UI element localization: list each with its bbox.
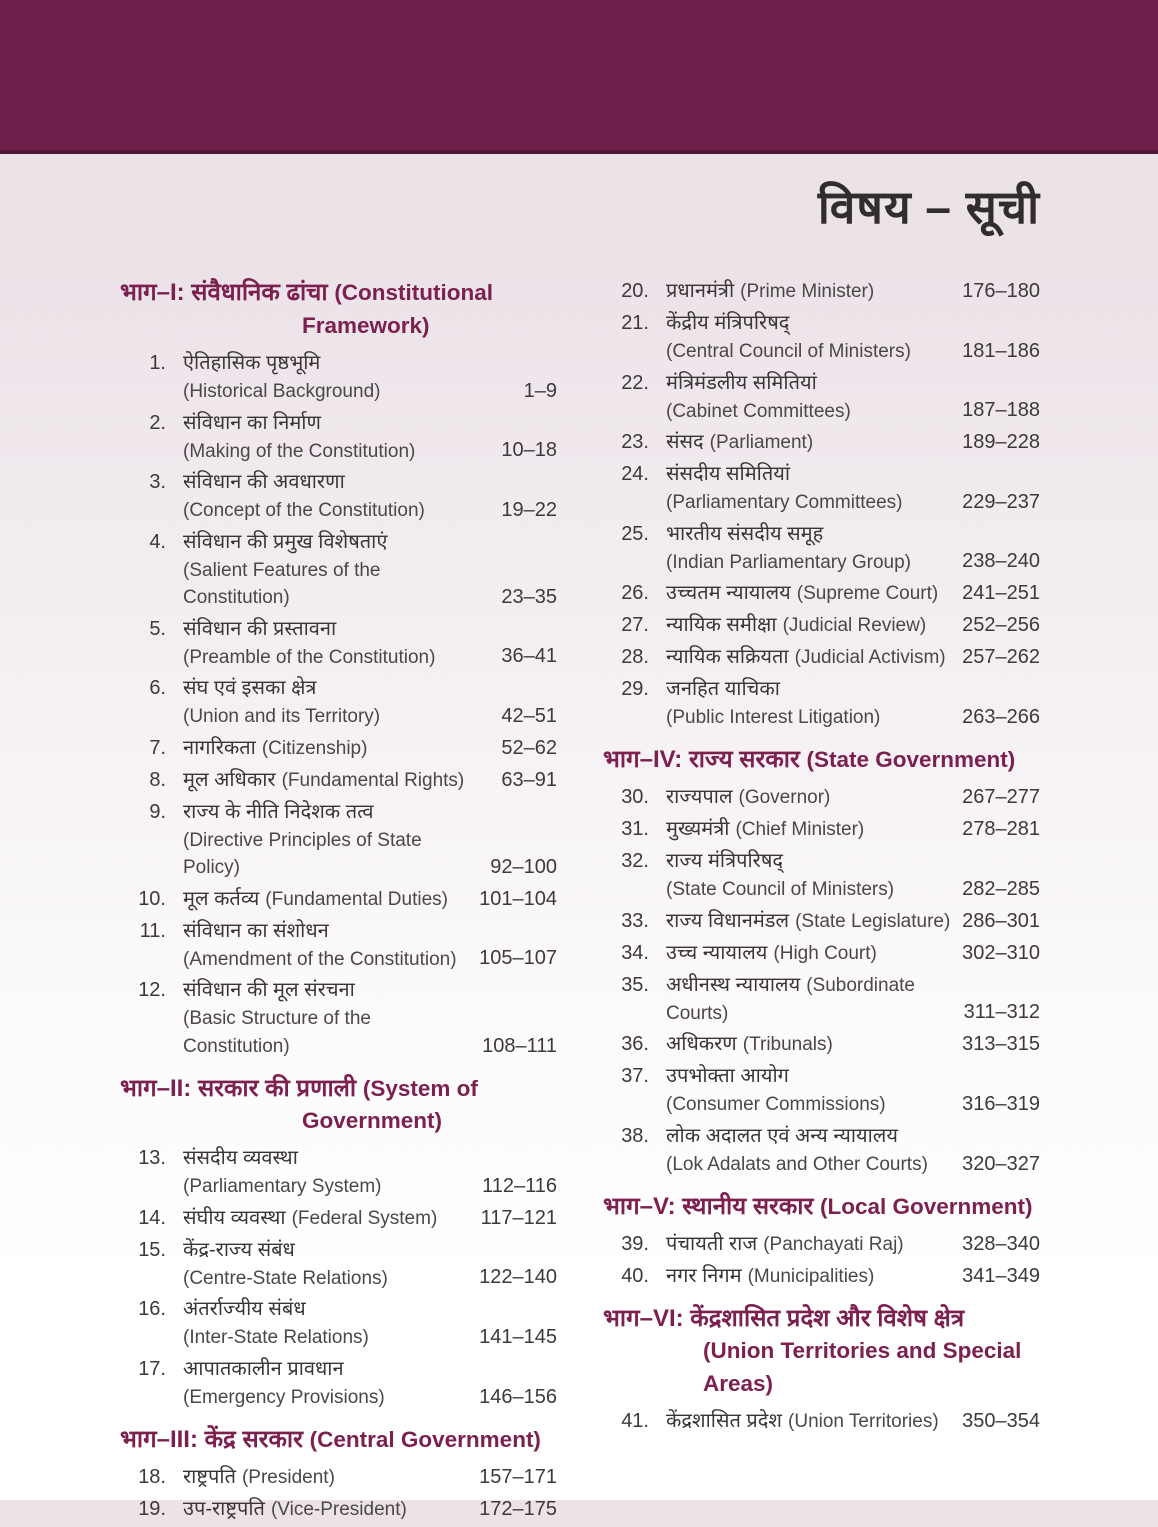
item-title-hindi: संघ एवं इसका क्षेत्र	[183, 677, 317, 700]
item-number: 22.	[621, 371, 649, 394]
item-title-hindi: राज्य मंत्रिपरिषद्	[666, 850, 784, 873]
item-text	[183, 468, 485, 525]
toc-item	[120, 468, 557, 525]
toc-item	[120, 976, 557, 1060]
item-title-hindi: न्यायिक सक्रियता	[666, 646, 789, 669]
item-number: 30.	[621, 786, 649, 809]
item-title-hindi: प्रधानमंत्री	[666, 280, 735, 303]
toc-item	[603, 277, 1040, 306]
item-page-range: 316–319	[962, 1092, 1040, 1115]
item-title-english: (Supreme Court)	[796, 583, 939, 605]
toc-item	[603, 847, 1040, 904]
item-page-range: 112–116	[482, 1174, 557, 1197]
item-title-english: (Governor)	[738, 787, 831, 809]
item-number: 16.	[138, 1298, 166, 1321]
top-band	[0, 0, 1158, 154]
item-text	[666, 939, 954, 968]
section-heading	[603, 1303, 1040, 1400]
item-page-range: 108–111	[482, 1034, 557, 1057]
item-number: 27.	[621, 614, 649, 637]
item-text	[666, 1122, 954, 1179]
item-number: 33.	[621, 909, 649, 932]
item-text	[666, 847, 954, 904]
item-number: 3.	[149, 471, 166, 494]
item-title-english: (Federal System)	[291, 1207, 438, 1229]
item-text	[183, 1463, 471, 1492]
item-title-hindi: संविधान की प्रस्तावना	[183, 617, 337, 640]
item-text	[666, 907, 954, 936]
toc-item	[120, 798, 557, 882]
item-number: 8.	[149, 768, 166, 791]
section-heading-english: (Constitutional Framework)	[302, 280, 494, 338]
item-page-range: 241–251	[962, 582, 1040, 605]
item-page-range: 187–188	[962, 399, 1040, 422]
item-page-range: 328–340	[962, 1232, 1040, 1255]
item-page-range: 181–186	[962, 339, 1040, 362]
item-title-hindi: आपातकालीन प्रावधान	[183, 1357, 344, 1380]
item-title-hindi: उच्च न्यायालय	[666, 941, 768, 964]
toc-item	[603, 675, 1040, 732]
item-title-english: (State Legislature)	[795, 910, 951, 932]
item-title-english: (Municipalities)	[747, 1265, 875, 1287]
section-heading-hindi: भाग–III: केंद्र सरकार	[120, 1425, 303, 1453]
item-page-range: 63–91	[501, 768, 557, 791]
item-page-range: 252–256	[962, 614, 1040, 637]
toc-item	[120, 528, 557, 612]
item-title-english: (Parliament)	[709, 432, 814, 454]
item-page-range: 257–262	[962, 646, 1040, 669]
section-heading-hindi: भाग–I: संवैधानिक ढांचा	[120, 279, 328, 307]
item-number: 25.	[621, 522, 649, 545]
toc-item	[603, 460, 1040, 517]
item-number: 38.	[621, 1124, 649, 1147]
item-number: 9.	[149, 800, 166, 823]
item-number: 18.	[138, 1465, 166, 1488]
toc-item	[603, 643, 1040, 672]
item-page-range: 350–354	[962, 1410, 1040, 1433]
item-page-range: 313–315	[962, 1033, 1040, 1056]
item-title-english: (Making of the Constitution)	[183, 440, 416, 462]
item-number: 10.	[138, 887, 166, 910]
page-title: विषय – सूची	[817, 181, 1040, 233]
item-text	[666, 675, 954, 732]
item-text	[666, 309, 954, 366]
item-number: 12.	[138, 979, 166, 1002]
item-page-range: 117–121	[480, 1206, 557, 1229]
item-text	[183, 1236, 471, 1293]
item-title-hindi: केंद्र-राज्य संबंध	[183, 1238, 295, 1261]
item-page-range: 101–104	[479, 887, 557, 910]
item-text	[183, 409, 485, 466]
item-title-english: (Subordinate Courts)	[666, 974, 915, 1024]
item-page-range: 1–9	[523, 379, 557, 402]
toc-column-left	[120, 277, 557, 1527]
toc-item	[120, 1144, 557, 1201]
item-number: 6.	[149, 677, 166, 700]
item-number: 7.	[149, 736, 166, 759]
item-title-hindi: भारतीय संसदीय समूह	[666, 522, 824, 545]
toc-item	[603, 428, 1040, 457]
item-title-english: (Union and its Territory)	[183, 706, 381, 728]
item-title-hindi: नगर निगम	[666, 1264, 742, 1287]
item-page-range: 282–285	[962, 877, 1040, 900]
item-page-range: 52–62	[501, 736, 557, 759]
item-text	[183, 528, 485, 612]
section-heading-english: (System of Government)	[302, 1075, 478, 1133]
item-text	[183, 1295, 471, 1352]
item-title-english: (Fundamental Duties)	[265, 888, 448, 910]
item-number: 15.	[138, 1238, 166, 1261]
item-title-english: (Judicial Activism)	[794, 647, 946, 669]
item-title-hindi: राज्यपाल	[666, 786, 733, 809]
section-heading-english: (State Government)	[806, 746, 1016, 772]
item-number: 41.	[621, 1410, 649, 1433]
section-heading	[603, 744, 1040, 776]
item-text	[183, 917, 471, 974]
item-number: 29.	[621, 678, 649, 701]
toc-item	[603, 783, 1040, 812]
item-title-english: (Amendment of the Constitution)	[183, 948, 457, 970]
item-page-range: 176–180	[962, 280, 1040, 303]
item-page-range: 36–41	[501, 645, 557, 668]
toc-columns	[0, 235, 1158, 1527]
toc-item	[603, 369, 1040, 426]
item-title-hindi: संविधान की अवधारणा	[183, 471, 345, 494]
toc-item	[603, 815, 1040, 844]
item-text	[666, 971, 956, 1028]
section-heading-english: (Local Government)	[820, 1193, 1033, 1219]
item-title-english: (State Council of Ministers)	[666, 879, 895, 901]
item-title-english: (Citizenship)	[261, 737, 368, 759]
item-text	[183, 766, 485, 795]
item-number: 1.	[149, 351, 166, 374]
item-title-english: (Tribunals)	[742, 1034, 833, 1056]
item-number: 5.	[149, 617, 166, 640]
item-text	[183, 1495, 471, 1524]
toc-item	[603, 1122, 1040, 1179]
item-page-range: 141–145	[479, 1325, 557, 1348]
item-title-hindi: मूल अधिकार	[183, 768, 276, 791]
toc-item	[120, 349, 557, 406]
item-number: 17.	[138, 1357, 166, 1380]
item-number: 36.	[621, 1033, 649, 1056]
toc-item	[603, 1407, 1040, 1436]
item-text	[666, 277, 954, 306]
item-title-english: (Historical Background)	[183, 380, 381, 402]
item-title-english: (Salient Features of the Constitution)	[183, 559, 381, 609]
item-title-hindi: उपभोक्ता आयोग	[666, 1065, 789, 1088]
section-heading	[120, 1424, 557, 1456]
toc-item	[603, 520, 1040, 577]
item-title-hindi: राज्य विधानमंडल	[666, 909, 790, 932]
item-title-english: (Union Territories)	[788, 1411, 939, 1433]
item-title-english: (Preamble of the Constitution)	[183, 646, 436, 668]
item-text	[666, 1407, 954, 1436]
toc-item	[120, 1204, 557, 1233]
item-title-english: (Central Council of Ministers)	[666, 341, 911, 363]
item-page-range: 341–349	[962, 1264, 1040, 1287]
item-number: 32.	[621, 850, 649, 873]
toc-item	[120, 1495, 557, 1524]
section-heading	[120, 277, 557, 342]
toc-item	[120, 1236, 557, 1293]
item-text	[666, 428, 954, 457]
item-title-english: (Centre-State Relations)	[183, 1267, 388, 1289]
item-page-range: 238–240	[962, 550, 1040, 573]
item-title-hindi: लोक अदालत एवं अन्य न्यायालय	[666, 1124, 898, 1147]
item-number: 37.	[621, 1065, 649, 1088]
item-text	[183, 349, 485, 406]
toc-item	[120, 674, 557, 731]
toc-item	[603, 939, 1040, 968]
item-title-english: (Cabinet Committees)	[666, 400, 851, 422]
item-page-range: 286–301	[962, 909, 1040, 932]
item-title-hindi: न्यायिक समीक्षा	[666, 614, 777, 637]
toc-item	[603, 971, 1040, 1028]
item-title-english: (Inter-State Relations)	[183, 1327, 369, 1349]
item-text	[183, 734, 485, 763]
item-title-hindi: केंद्रीय मंत्रिपरिषद्	[666, 312, 790, 335]
toc-item	[120, 1463, 557, 1492]
section-heading	[603, 1191, 1040, 1223]
toc-item	[120, 615, 557, 672]
item-title-english: (Basic Structure of the Constitution)	[183, 1008, 371, 1057]
item-number: 40.	[621, 1264, 649, 1287]
item-text	[183, 1355, 471, 1412]
item-number: 19.	[138, 1497, 166, 1520]
item-title-english: (Vice-President)	[270, 1498, 407, 1520]
item-page-range: 92–100	[490, 855, 557, 878]
item-number: 34.	[621, 941, 649, 964]
item-title-hindi: संसदीय व्यवस्था	[183, 1147, 298, 1170]
item-text	[666, 783, 954, 812]
item-text	[666, 1262, 954, 1291]
item-title-hindi: मंत्रिमंडलीय समितियां	[666, 371, 817, 394]
item-title-hindi: अंतर्राज्यीय संबंध	[183, 1298, 306, 1321]
item-page-range: 263–266	[962, 705, 1040, 728]
item-text	[183, 798, 482, 882]
item-title-english: (Fundamental Rights)	[281, 769, 465, 791]
toc-item	[120, 734, 557, 763]
item-number: 4.	[149, 530, 166, 553]
item-title-hindi: अधीनस्थ न्यायालय	[666, 973, 801, 996]
toc-item	[120, 885, 557, 914]
item-title-hindi: संसदीय समितियां	[666, 463, 791, 486]
toc-item	[120, 409, 557, 466]
item-text	[183, 885, 471, 914]
item-text	[666, 611, 954, 640]
item-title-english: (High Court)	[773, 942, 877, 964]
section-heading	[120, 1073, 557, 1138]
item-text	[666, 1062, 954, 1119]
item-text	[666, 460, 954, 517]
item-title-english: (Chief Minister)	[735, 819, 865, 841]
item-text	[666, 369, 954, 426]
toc-item	[120, 766, 557, 795]
item-page-range: 122–140	[479, 1266, 557, 1289]
toc-column-right	[603, 277, 1040, 1439]
item-page-range: 146–156	[479, 1385, 557, 1408]
item-title-english: (Judicial Review)	[782, 615, 927, 637]
toc-item	[603, 309, 1040, 366]
section-heading-hindi: भाग–II: सरकार की प्रणाली	[120, 1074, 357, 1102]
item-page-range: 157–171	[479, 1465, 557, 1488]
item-number: 13.	[138, 1147, 166, 1170]
item-page-range: 172–175	[479, 1497, 557, 1520]
item-title-hindi: मूल कर्तव्य	[183, 887, 260, 910]
toc-item	[120, 1355, 557, 1412]
item-text	[666, 815, 954, 844]
item-title-english: (Public Interest Litigation)	[666, 707, 881, 729]
section-heading-english: (Central Government)	[309, 1426, 541, 1452]
item-text	[666, 643, 954, 672]
item-title-hindi: संसद	[666, 431, 704, 454]
item-title-hindi: राष्ट्रपति	[183, 1465, 236, 1488]
item-title-english: (Emergency Provisions)	[183, 1386, 385, 1408]
toc-item	[603, 907, 1040, 936]
section-heading-hindi: भाग–V: स्थानीय सरकार	[603, 1192, 814, 1220]
item-title-hindi: नागरिकता	[183, 736, 256, 759]
item-title-english: (Directive Principles of State Policy)	[183, 829, 422, 879]
item-number: 23.	[621, 431, 649, 454]
item-title-hindi: संविधान का निर्माण	[183, 411, 321, 434]
item-text	[183, 976, 474, 1060]
item-title-hindi: संविधान की मूल संरचना	[183, 979, 355, 1002]
item-text	[666, 520, 954, 577]
item-title-hindi: उच्चतम न्यायालय	[666, 582, 791, 605]
toc-item	[603, 611, 1040, 640]
item-page-range: 278–281	[962, 818, 1040, 841]
toc-item	[603, 579, 1040, 608]
toc-item	[120, 917, 557, 974]
item-page-range: 320–327	[962, 1152, 1040, 1175]
item-title-hindi: संघीय व्यवस्था	[183, 1206, 286, 1229]
item-page-range: 10–18	[501, 439, 557, 462]
item-title-hindi: मुख्यमंत्री	[666, 818, 730, 841]
item-page-range: 267–277	[962, 786, 1040, 809]
item-number: 24.	[621, 463, 649, 486]
item-page-range: 311–312	[963, 1001, 1040, 1024]
title-row	[0, 154, 1158, 235]
item-number: 39.	[621, 1232, 649, 1255]
item-text	[666, 579, 954, 608]
item-title-hindi: उप-राष्ट्रपति	[183, 1497, 265, 1520]
item-number: 20.	[621, 280, 649, 303]
item-text	[666, 1230, 954, 1259]
item-number: 35.	[621, 973, 649, 996]
item-title-english: (Parliamentary System)	[183, 1176, 382, 1198]
toc-item	[603, 1030, 1040, 1059]
item-title-english: (Prime Minister)	[740, 281, 875, 303]
item-title-hindi: पंचायती राज	[666, 1232, 758, 1255]
item-title-english: (Panchayati Raj)	[763, 1233, 904, 1255]
item-number: 14.	[138, 1206, 166, 1229]
section-heading-hindi: भाग–VI: केंद्रशासित प्रदेश और विशेष क्षेत्र	[603, 1304, 965, 1332]
item-page-range: 23–35	[501, 585, 557, 608]
item-number: 2.	[149, 411, 166, 434]
toc-item	[603, 1062, 1040, 1119]
item-number: 11.	[139, 919, 166, 942]
item-number: 28.	[621, 646, 649, 669]
item-text	[666, 1030, 954, 1059]
item-page-range: 42–51	[501, 704, 557, 727]
item-page-range: 189–228	[962, 431, 1040, 454]
toc-item	[120, 1295, 557, 1352]
section-heading-english: (Union Territories and Special Areas)	[703, 1338, 1022, 1396]
item-text	[183, 1204, 473, 1233]
item-text	[183, 615, 485, 672]
item-title-hindi: जनहित याचिका	[666, 678, 780, 701]
item-title-hindi: ऐतिहासिक पृष्ठभूमि	[183, 351, 321, 374]
section-heading-hindi: भाग–IV: राज्य सरकार	[603, 745, 800, 773]
item-title-hindi: केंद्रशासित प्रदेश	[666, 1410, 783, 1433]
item-title-hindi: अधिकरण	[666, 1033, 737, 1056]
item-page-range: 229–237	[962, 490, 1040, 513]
item-page-range: 105–107	[479, 947, 557, 970]
item-number: 31.	[621, 818, 649, 841]
item-title-english: (Lok Adalats and Other Courts)	[666, 1153, 928, 1175]
toc-item	[603, 1230, 1040, 1259]
item-page-range: 19–22	[501, 498, 557, 521]
item-text	[183, 674, 485, 731]
item-title-english: (Parliamentary Committees)	[666, 492, 903, 514]
item-title-english: (Consumer Commissions)	[666, 1094, 886, 1116]
item-number: 21.	[621, 312, 649, 335]
item-text	[183, 1144, 474, 1201]
item-number: 26.	[621, 582, 649, 605]
item-title-english: (Indian Parliamentary Group)	[666, 551, 911, 573]
item-title-hindi: संविधान का संशोधन	[183, 919, 329, 942]
item-page-range: 302–310	[962, 941, 1040, 964]
toc-item	[603, 1262, 1040, 1291]
item-title-english: (Concept of the Constitution)	[183, 500, 425, 522]
item-title-hindi: राज्य के नीति निदेशक तत्व	[183, 800, 374, 823]
item-title-hindi: संविधान की प्रमुख विशेषताएं	[183, 530, 388, 553]
item-title-english: (President)	[241, 1466, 335, 1488]
